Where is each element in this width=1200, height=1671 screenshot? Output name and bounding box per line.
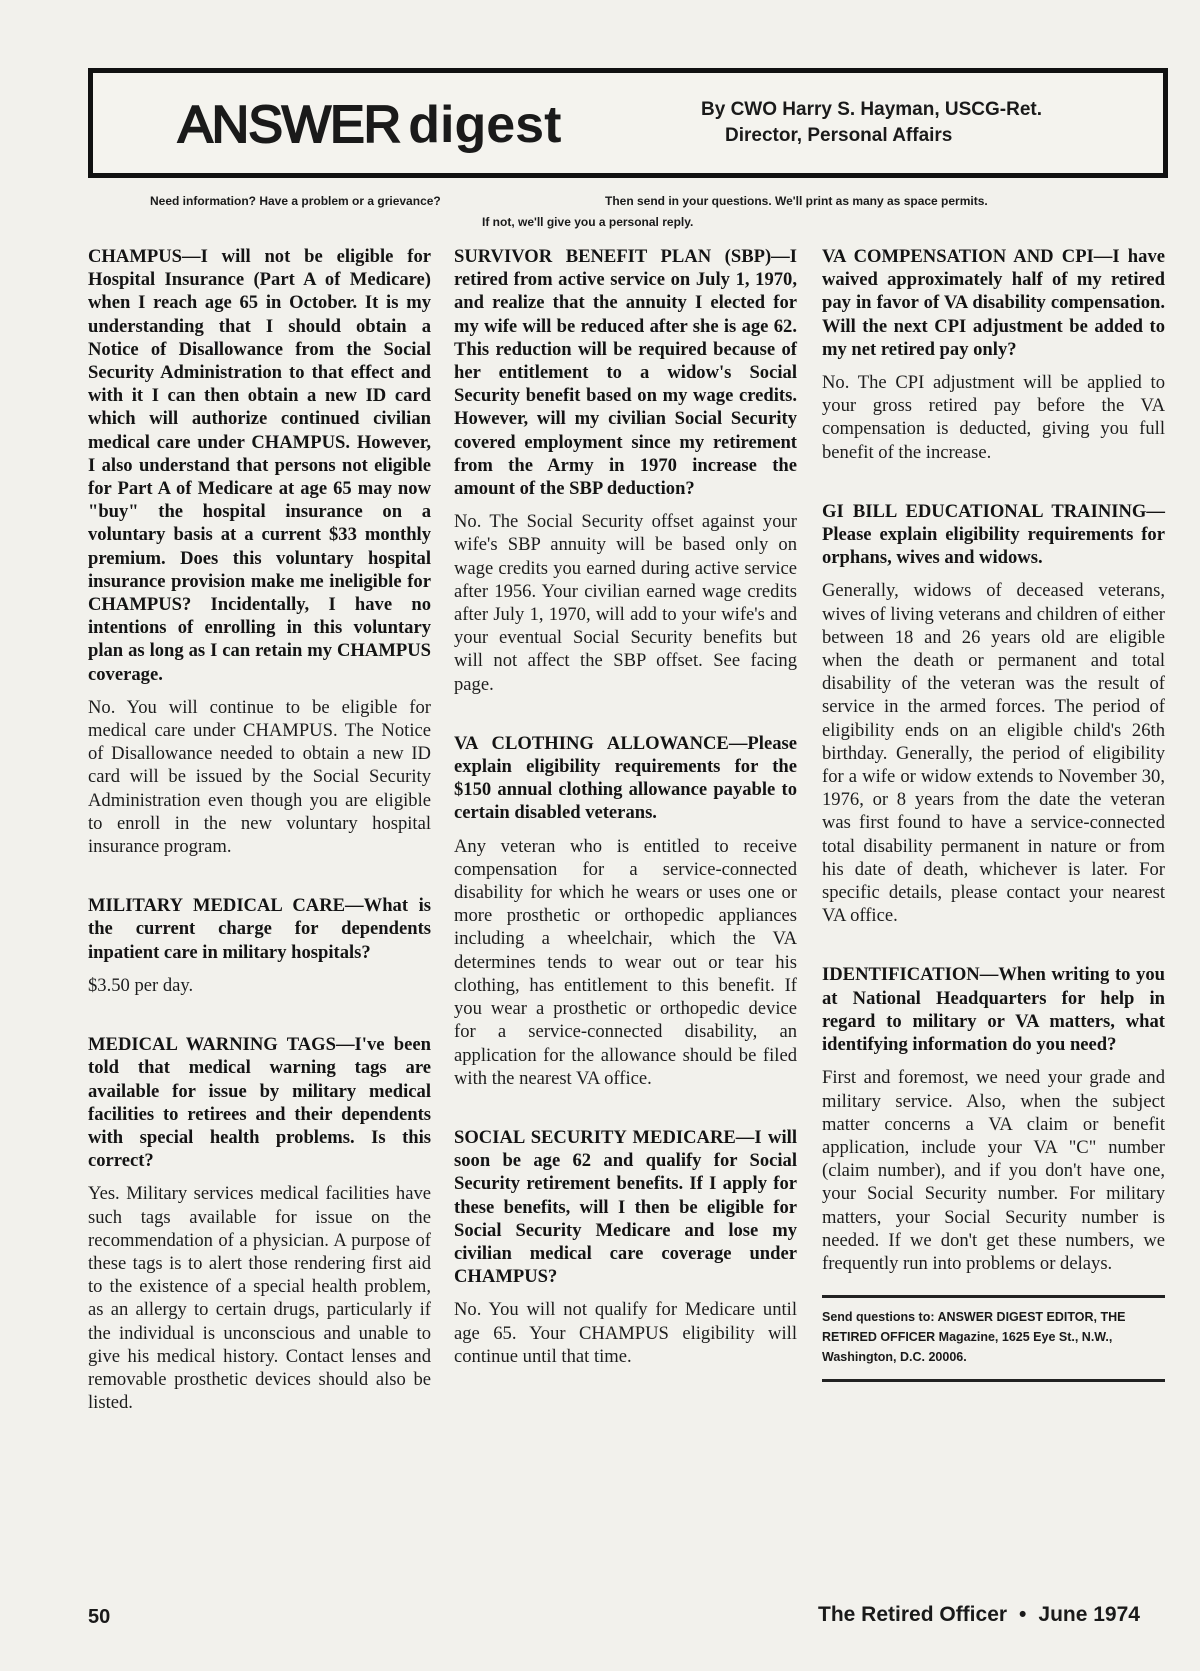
answer-va-compensation-cpi: No. The CPI adjustment will be applied to your gross retired pay before the VA compensation is deducted, giving you full benefit of the increase.	[822, 372, 1165, 463]
publication-name: The Retired Officer	[818, 1603, 1008, 1626]
intro-part1: Need information? Have a problem or a grievance?	[150, 194, 441, 208]
column-2	[454, 245, 797, 1368]
logo-word-digest: digest	[408, 96, 562, 154]
answer-va-clothing-allowance: Any veteran who is entitled to receive compensation for a service-connected disability for which he wears or uses one or more prosthetic or orthopedic appliances including a wheelchair, which the VA determines tends to wear out or tear his clothing, has entitlement to this benefit. If you wear a prosthetic or orthopedic device for a service-connected disability, an application for the allowance should be filed with the nearest VA office.	[454, 835, 797, 1089]
column-1	[88, 245, 431, 1414]
answer-champus: No. You will continue to be eligible for medical care under CHAMPUS. The Notice of Disallowance needed to obtain a new ID card will be issued by the Social Security Administration even though you are eligible to enroll in the new voluntary hospital insurance program.	[88, 696, 431, 858]
byline	[701, 97, 1042, 149]
issue-date: June 1974	[1038, 1603, 1140, 1626]
question-social-security-medicare: SOCIAL SECURITY MEDICARE—I will soon be age 62 and qualify for Social Security retirement benefits. If I apply for these benefits, will I then be eligible for Social Security Medicare and lose my civilian medical care coverage under CHAMPUS?	[454, 1126, 797, 1288]
byline-author: By CWO Harry S. Hayman, USCG-Ret.	[701, 99, 1043, 120]
footer-separator: •	[1019, 1603, 1027, 1626]
answer-identification: First and foremost, we need your grade and military service. Also, when the subject matter concerns a VA claim or benefit application, include your VA "C" number (claim number), and if you don't have one, your Social Security number. For military matters, your Social Security number is needed. If we don't get these numbers, we frequently run into problems or delays.	[822, 1067, 1165, 1274]
answer-digest-logo	[178, 87, 561, 163]
question-identification: IDENTIFICATION—When writing to you at National Headquarters for help in regard to military or VA matters, what identifying information do you need?	[822, 964, 1165, 1056]
question-survivor-benefit-plan: SURVIVOR BENEFIT PLAN (SBP)—I retired from active service on July 1, 1970, and realize that the annuity I elected for my wife will be reduced after she is age 62. This reduction will be required because of her entitlement to a widow's Social Security benefit based on my wage credits. However, will my civilian Social Security covered employment since my retirement from the Army in 1970 increase the amount of the SBP deduction?	[454, 246, 797, 500]
publication-footer	[818, 1603, 1140, 1627]
logo-word-answer: ANSWER	[178, 96, 401, 154]
answer-medical-warning-tags: Yes. Military services medical facilities have such tags available for issue on the recommendation of a physician. A purpose of these tags is to alert those rendering first aid to the existence of a special health problem, as an allergy to certain drugs, particularly if the individual is unconscious and unable to give his medical history. Contact lenses and removable prosthetic devices should also be listed.	[88, 1183, 431, 1414]
footnote-divider-bottom	[822, 1379, 1165, 1382]
answer-military-medical-care: $3.50 per day.	[88, 974, 194, 996]
intro-part2: Then send in your questions. We'll print as many as space permits.	[605, 194, 988, 208]
answer-survivor-benefit-plan: No. The Social Security offset against your wife's SBP annuity will be based only on wage credits you earned during active service after 1956. Your civilian earned wage credits after July 1, 1970, will add to your wife's and your eventual Social Security benefits but will not affect the SBP offset. See facing page.	[454, 511, 797, 695]
question-va-clothing-allowance: VA CLOTHING ALLOWANCE—Please explain eligibility requirements for the $150 annual clothing allowance payable to certain disabled veterans.	[454, 732, 797, 824]
question-gi-bill: GI BILL EDUCATIONAL TRAINING—Please explain eligibility requirements for orphans, wives and widows.	[822, 500, 1165, 569]
answer-gi-bill: Generally, widows of deceased veterans, wives of living veterans and children of either between 18 and 26 years old are eligible when the death or permanent and total disability of the veteran was the result of service in the armed forces. The period of eligibility ends on an eligible child's 26th birthday. Generally, the period of eligibility for a wife or widow extends to November 30, 1976, or 8 years from the date the veteran was first found to have a service-connected total disability permanent in nature or from his date of death, whichever is later. For specific details, please contact your nearest VA office.	[822, 580, 1165, 927]
column-3	[822, 245, 1165, 1382]
answer-social-security-medicare: No. You will not qualify for Medicare until age 65. Your CHAMPUS eligibility will continue until that time.	[454, 1299, 797, 1367]
intro-part3: If not, we'll give you a personal reply.	[482, 215, 694, 229]
page-number: 50	[88, 1606, 111, 1628]
question-medical-warning-tags: MEDICAL WARNING TAGS—I've been told that medical warning tags are available for issue by military medical facilities to retirees and their dependents with special health problems. Is this correct?	[88, 1034, 431, 1172]
header-box	[88, 68, 1168, 178]
byline-title: Director, Personal Affairs	[725, 125, 953, 146]
question-va-compensation-cpi: VA COMPENSATION AND CPI—I have waived approximately half of my retired pay in favor of VA disability compensation. Will the next CPI adjustment be added to my net retired pay only?	[822, 246, 1165, 360]
question-military-medical-care: MILITARY MEDICAL CARE—What is the current charge for dependents inpatient care in military hospitals?	[88, 895, 431, 963]
send-questions-note: Send questions to: ANSWER DIGEST EDITOR, THE RETIRED OFFICER Magazine, 1625 Eye St., N.W., Washington, D.C. 20006.	[822, 1310, 1126, 1365]
footnote-divider-top	[822, 1295, 1165, 1298]
question-champus: CHAMPUS—I will not be eligible for Hospital Insurance (Part A of Medicare) when I reach age 65 in October. It is my understanding that I should obtain a Notice of Disallowance from the Social Security Administration to that effect and with it I can then obtain a new ID card which will authorize continued civilian medical care under CHAMPUS. However, I also understand that persons not eligible for Part A of Medicare at age 65 may now "buy" the hospital insurance on a voluntary basis at a current $33 monthly premium. Does this voluntary hospital insurance provision make me ineligible for CHAMPUS? Incidentally, I have no intentions of enrolling in this voluntary plan as long as I can retain my CHAMPUS coverage.	[88, 246, 431, 685]
